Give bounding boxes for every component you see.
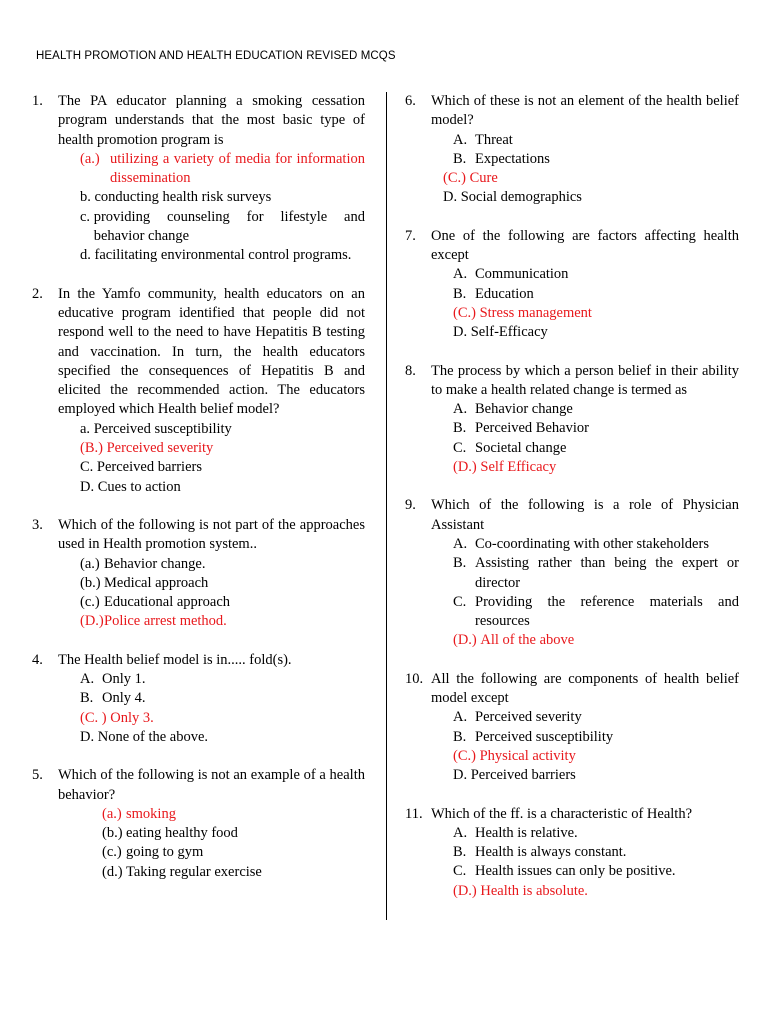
option-text: Co-coordinating with other stakeholders bbox=[475, 535, 709, 552]
option-label: (D.) bbox=[453, 632, 481, 649]
option bbox=[453, 323, 739, 342]
option-label: (b.) bbox=[80, 574, 105, 591]
question-9 bbox=[405, 496, 739, 650]
option-text: conducting health risk surveys bbox=[94, 189, 272, 206]
option bbox=[80, 246, 365, 265]
option-label: (C.) bbox=[453, 304, 480, 321]
option-label: (C. ) bbox=[80, 709, 111, 726]
option bbox=[453, 535, 739, 554]
option-list bbox=[102, 805, 365, 882]
option-label: B. bbox=[453, 150, 470, 167]
option-text: Only 1. bbox=[102, 671, 146, 688]
option-text: Perceived susceptibility bbox=[475, 728, 614, 745]
option-text: Behavior change. bbox=[104, 555, 206, 572]
option-label: D. bbox=[453, 324, 471, 341]
option-text: going to gym bbox=[126, 844, 204, 861]
option-list bbox=[453, 535, 739, 651]
option bbox=[102, 843, 365, 862]
option-text: Communication bbox=[475, 266, 569, 283]
option-list bbox=[80, 420, 365, 497]
option bbox=[443, 188, 739, 207]
question-number: 2. bbox=[32, 285, 43, 302]
question-number: 11. bbox=[405, 805, 423, 822]
option-label: B. bbox=[453, 555, 470, 572]
option-text: Expectations bbox=[475, 150, 550, 167]
question-6 bbox=[405, 92, 739, 208]
option-text: Perceived barriers bbox=[96, 459, 202, 476]
answer-option bbox=[453, 882, 739, 901]
option-label: (a.) bbox=[80, 555, 104, 572]
option bbox=[453, 439, 739, 458]
option-label: D. bbox=[443, 189, 461, 206]
option-text: Cure bbox=[469, 170, 498, 187]
option bbox=[453, 131, 739, 150]
option bbox=[80, 208, 365, 247]
question-number: 6. bbox=[405, 93, 416, 109]
question-number: 3. bbox=[32, 516, 43, 533]
option-label: D. bbox=[453, 767, 471, 784]
question-text: The process by which a person belief in their ability to make a health related change is termed as bbox=[431, 362, 739, 398]
option bbox=[453, 150, 739, 169]
option-text: Perceived susceptibility bbox=[93, 420, 232, 437]
option-text: utilizing a variety of media for information dissemination bbox=[110, 150, 365, 187]
page-title: HEALTH PROMOTION AND HEALTH EDUCATION REVISED MCQS bbox=[36, 50, 396, 62]
option-label: (D.) bbox=[80, 613, 108, 630]
option-text: smoking bbox=[126, 805, 176, 822]
option bbox=[80, 555, 365, 574]
option-text: Behavior change bbox=[475, 401, 573, 418]
question-number: 1. bbox=[32, 93, 43, 109]
option bbox=[80, 689, 365, 708]
option bbox=[80, 574, 365, 593]
option-text: Health is relative. bbox=[475, 824, 578, 841]
question-text: The PA educator planning a smoking cessation program understands that the most basic type of health promotion program is bbox=[58, 93, 365, 148]
option bbox=[453, 419, 739, 438]
option-label: (d.) bbox=[102, 863, 127, 880]
option bbox=[453, 843, 739, 862]
question-text: Which of the following is not an example of a health behavior? bbox=[58, 767, 365, 803]
question-10 bbox=[405, 670, 739, 786]
option-list bbox=[453, 708, 739, 785]
answer-option bbox=[80, 150, 365, 189]
option-list bbox=[453, 400, 739, 477]
option bbox=[80, 458, 365, 477]
option-text: Health issues can only be positive. bbox=[475, 863, 676, 880]
option-list bbox=[443, 131, 739, 208]
option-label: C. bbox=[80, 459, 97, 476]
option-text: Perceived barriers bbox=[470, 767, 576, 784]
option bbox=[453, 593, 739, 632]
option-text: Self-Efficacy bbox=[470, 324, 548, 341]
option bbox=[102, 824, 365, 843]
option-text: Perceived severity bbox=[475, 709, 582, 726]
right-column bbox=[405, 92, 739, 920]
option-text: Education bbox=[475, 285, 534, 302]
option-text: Only 3. bbox=[110, 709, 154, 726]
option-label: A. bbox=[80, 671, 98, 688]
option-list bbox=[80, 555, 365, 632]
question-5 bbox=[32, 766, 365, 882]
answer-option bbox=[453, 304, 739, 323]
option bbox=[80, 478, 365, 497]
option-label: B. bbox=[453, 728, 470, 745]
question-text: The Health belief model is in..... fold(s). bbox=[58, 651, 292, 668]
option-text: Health is absolute. bbox=[480, 882, 588, 899]
option-label: (D.) bbox=[453, 882, 481, 899]
answer-option bbox=[80, 612, 365, 631]
left-column bbox=[32, 92, 365, 901]
option-text: Taking regular exercise bbox=[126, 863, 262, 880]
question-number: 5. bbox=[32, 767, 43, 784]
option bbox=[80, 670, 365, 689]
option-text: Educational approach bbox=[104, 594, 231, 611]
option bbox=[453, 708, 739, 727]
option-list bbox=[453, 824, 739, 901]
question-4 bbox=[32, 651, 365, 747]
option-label: A. bbox=[453, 535, 471, 552]
answer-option bbox=[453, 747, 739, 766]
answer-option bbox=[80, 709, 365, 728]
option-text: Only 4. bbox=[102, 690, 146, 707]
option-text: Medical approach bbox=[104, 574, 209, 591]
option-text: Stress management bbox=[479, 304, 592, 321]
option-text: facilitating environmental control programs. bbox=[94, 247, 352, 264]
option-label: (a.) bbox=[102, 805, 126, 822]
option-label: D. bbox=[80, 728, 98, 745]
option-label: C. bbox=[453, 593, 470, 610]
option bbox=[80, 728, 365, 747]
option-text: eating healthy food bbox=[126, 825, 238, 842]
option-text: Threat bbox=[475, 131, 513, 148]
option-label: C. bbox=[453, 439, 470, 456]
option bbox=[102, 863, 365, 882]
question-11 bbox=[405, 805, 739, 901]
option-label: (B.) bbox=[80, 440, 107, 457]
option-label: B. bbox=[453, 844, 470, 861]
option-label: D. bbox=[80, 478, 98, 495]
option-text: Police arrest method. bbox=[104, 613, 227, 630]
option-label: A. bbox=[453, 401, 471, 418]
answer-option bbox=[80, 439, 365, 458]
option-label: A. bbox=[453, 824, 471, 841]
option-text: Physical activity bbox=[479, 747, 576, 764]
option bbox=[453, 400, 739, 419]
option bbox=[80, 420, 365, 439]
option-label: b. bbox=[80, 189, 95, 206]
question-number: 8. bbox=[405, 362, 416, 379]
option bbox=[453, 265, 739, 284]
option-text: Health is always constant. bbox=[475, 844, 627, 861]
option bbox=[453, 728, 739, 747]
option-label: a. bbox=[80, 420, 94, 437]
option-text: Perceived severity bbox=[106, 440, 214, 457]
option-label: d. bbox=[80, 247, 95, 264]
option-list bbox=[80, 150, 365, 266]
option-text: Social demographics bbox=[460, 189, 582, 206]
answer-option bbox=[453, 631, 739, 650]
option-label: A. bbox=[453, 709, 471, 726]
question-1 bbox=[32, 92, 365, 266]
question-text: One of the following are factors affecting health except bbox=[431, 227, 739, 264]
option-label: c. bbox=[80, 208, 94, 225]
question-3 bbox=[32, 516, 365, 632]
option bbox=[453, 285, 739, 304]
option-label: A. bbox=[453, 131, 471, 148]
option-label: (a.) bbox=[80, 150, 104, 167]
question-text: Which of the following is a role of Physician Assistant bbox=[431, 497, 739, 533]
option bbox=[453, 554, 739, 593]
option-label: B. bbox=[80, 690, 97, 707]
option-text: All of the above bbox=[480, 632, 575, 649]
option-text: None of the above. bbox=[97, 728, 209, 745]
option-label: (C.) bbox=[453, 747, 480, 764]
option-label: (D.) bbox=[453, 459, 481, 476]
question-text: Which of the ff. is a characteristic of Health? bbox=[431, 805, 693, 822]
option-text: Self Efficacy bbox=[480, 459, 557, 476]
option-label: C. bbox=[453, 863, 470, 880]
question-7 bbox=[405, 227, 739, 343]
option-label: (b.) bbox=[102, 825, 127, 842]
question-text: Which of the following is not part of the approaches used in Health promotion system.. bbox=[58, 516, 365, 553]
answer-option bbox=[102, 805, 365, 824]
option bbox=[453, 862, 739, 881]
option-label: (C.) bbox=[443, 170, 470, 187]
option-list bbox=[80, 670, 365, 747]
question-8 bbox=[405, 362, 739, 478]
option-text: Assisting rather than being the expert or director bbox=[475, 555, 739, 591]
question-text: In the Yamfo community, health educators on an educative program identified that people did not respond well to the need to have Hepatitis B testing and vaccination. In turn, the health educators specified the consequences of Hepatitis B and elicited the recommended action. The educators employed which Health belief model? bbox=[58, 285, 365, 418]
option-text: Perceived Behavior bbox=[475, 420, 589, 437]
answer-option bbox=[453, 458, 739, 477]
column-divider bbox=[386, 92, 387, 920]
option-text: Providing the reference materials and resources bbox=[475, 593, 739, 630]
question-number: 9. bbox=[405, 497, 416, 514]
option bbox=[453, 824, 739, 843]
option bbox=[80, 188, 365, 207]
question-number: 7. bbox=[405, 227, 416, 244]
option-label: B. bbox=[453, 285, 470, 302]
question-number: 4. bbox=[32, 651, 43, 668]
question-text: Which of these is not an element of the health belief model? bbox=[431, 93, 739, 129]
question-number: 10. bbox=[405, 670, 424, 687]
option-label: A. bbox=[453, 266, 471, 283]
option-text: Societal change bbox=[475, 439, 567, 456]
option-label: (c.) bbox=[102, 844, 126, 861]
option bbox=[80, 593, 365, 612]
option bbox=[453, 766, 739, 785]
option-label: (c.) bbox=[80, 594, 104, 611]
option-text: Cues to action bbox=[97, 478, 181, 495]
option-label: B. bbox=[453, 420, 470, 437]
question-text: All the following are components of health belief model except bbox=[431, 670, 739, 707]
question-2 bbox=[32, 285, 365, 497]
option-text: providing counseling for lifestyle and behavior change bbox=[93, 208, 365, 245]
answer-option bbox=[443, 169, 739, 188]
option-list bbox=[453, 265, 739, 342]
